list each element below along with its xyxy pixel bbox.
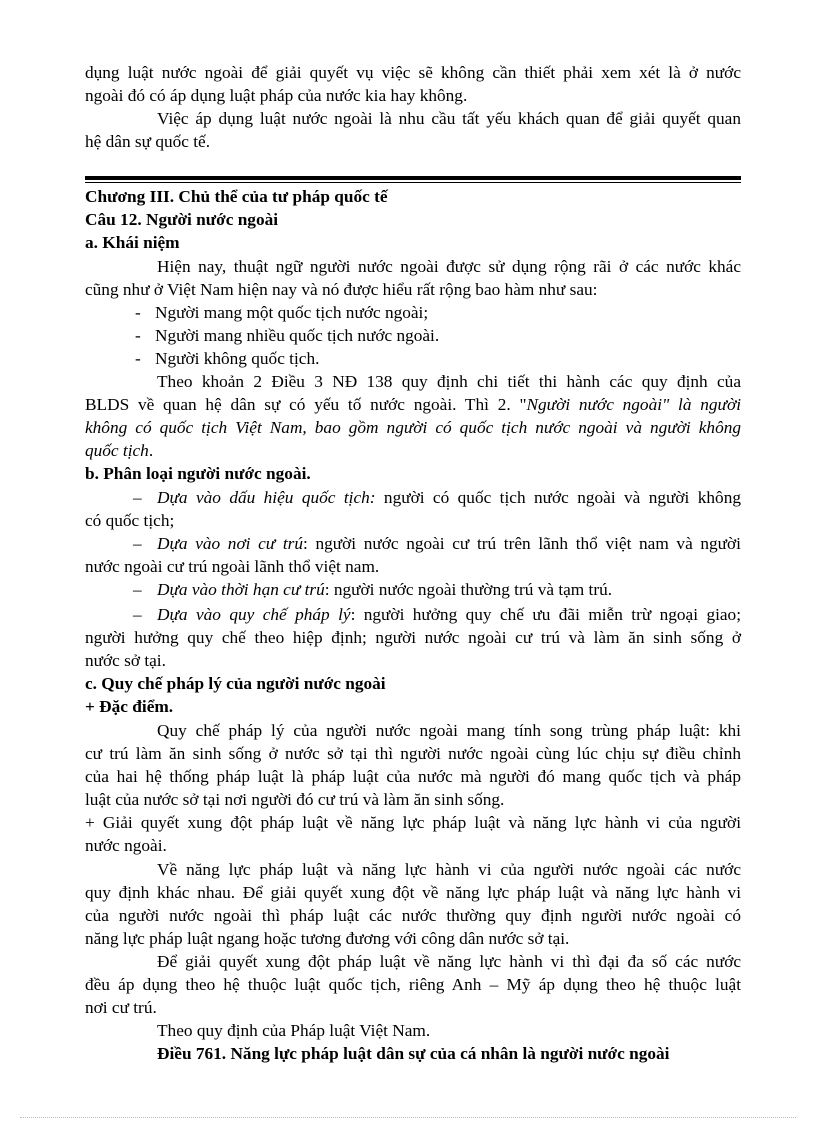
class-item-4-cont-1: người hưởng quy chế theo hiệp định; người nước ngoài cư trú và làm ăn sinh sống ở	[85, 628, 741, 647]
section-b-heading: b. Phân loại người nước ngoài.	[85, 464, 311, 483]
class-item-4-cont-2: nước sở tại.	[85, 651, 166, 670]
intro-line-1: dụng luật nước ngoài để giải quyết vụ việc sẽ không cần thiết phải xem xét là ở nước	[85, 63, 741, 82]
dash-marker: –	[133, 488, 142, 507]
class-item-4	[157, 604, 741, 626]
concept-line-1: Hiện nay, thuật ngữ người nước ngoài được sử dụng rộng rãi ở các nước khác	[157, 257, 741, 276]
decree-text: BLDS về quan hệ dân sự có yếu tố nước ngoài. Thì 2. "	[85, 395, 527, 414]
bullet-item: Người mang một quốc tịch nước ngoài;	[155, 303, 429, 322]
bullet-marker: -	[135, 349, 141, 368]
chapter-title: Chương III. Chủ thể của tư pháp quốc tế	[85, 187, 388, 206]
capacity-line-4: năng lực pháp luật ngang hoặc tương đương với công dân nước sở tại.	[85, 929, 570, 948]
class-item-2-cont: nước ngoài cư trú ngoài lãnh thổ việt nam.	[85, 557, 380, 576]
class-item-3	[157, 579, 741, 601]
chapter-divider-thick	[85, 176, 741, 180]
features-heading: + Đặc điểm.	[85, 697, 174, 716]
capacity-line-3: của người nước ngoài thì pháp luật các nước thường quy định người nước ngoài có	[85, 906, 741, 925]
chapter-divider-thin	[85, 182, 741, 183]
class-item-3-label: Dựa vào thời hạn cư trú	[157, 580, 325, 599]
section-a-heading: a. Khái niệm	[85, 233, 180, 252]
concept-line-2: cũng như ở Việt Nam hiện nay và nó được hiểu rất rộng bao hàm như sau:	[85, 280, 598, 299]
definition-period: .	[148, 441, 154, 460]
class-item-4-text: : người hưởng quy chế ưu đãi miễn trừ ngoại giao;	[350, 605, 741, 624]
features-line-2: cư trú làm ăn sinh sống ở nước sở tại thì người nước ngoài cùng lúc chịu sự điều chỉnh	[85, 744, 741, 763]
bullet-marker: -	[135, 303, 141, 322]
class-item-4-label: Dựa vào quy chế pháp lý	[157, 605, 351, 624]
dash-marker: –	[133, 534, 142, 553]
definition-quote: Người nước ngoài" là người	[526, 395, 742, 414]
intro-line-2: ngoài đó có áp dụng luật pháp của nước kia hay không.	[85, 86, 468, 105]
conflict-line-1: + Giải quyết xung đột pháp luật về năng lực pháp luật và năng lực hành vi của người	[85, 813, 741, 832]
section-c-heading: c. Quy chế pháp lý của người nước ngoài	[85, 674, 386, 693]
article-761-heading: Điều 761. Năng lực pháp luật dân sự của cá nhân là người nước ngoài	[157, 1044, 670, 1063]
vietnam-law-line: Theo quy định của Pháp luật Việt Nam.	[157, 1021, 431, 1040]
class-item-1-label: Dựa vào dấu hiệu quốc tịch:	[157, 488, 376, 507]
class-item-2-text: : người nước ngoài cư trú trên lãnh thổ việt nam và người	[303, 534, 741, 553]
class-item-2-label: Dựa vào nơi cư trú	[157, 534, 304, 553]
bullet-item: Người mang nhiều quốc tịch nước ngoài.	[155, 326, 440, 345]
question-heading: Câu 12. Người nước ngoài	[85, 210, 279, 229]
features-line-4: luật của nước sở tại nơi người đó cư trú và làm ăn sinh sống.	[85, 790, 505, 809]
class-item-1	[157, 487, 741, 509]
conflict-line-2: nước ngoài.	[85, 836, 167, 855]
capacity-line-1: Về năng lực pháp luật và năng lực hành vi của người nước ngoài các nước	[157, 860, 741, 879]
nationality-line-2: đều áp dụng theo hệ thuộc luật quốc tịch, riêng Anh – Mỹ áp dụng theo hệ thuộc luật	[85, 975, 741, 994]
features-line-3: của hai hệ thống pháp luật là pháp luật của nước mà người đó mang quốc tịch và pháp	[85, 767, 741, 786]
bullet-item: Người không quốc tịch.	[155, 349, 320, 368]
features-line-1: Quy chế pháp lý của người nước ngoài mang tính song trùng pháp luật: khi	[157, 721, 741, 740]
class-item-3-text: : người nước ngoài thường trú và tạm trú.	[324, 580, 613, 599]
bullet-marker: -	[135, 326, 141, 345]
class-item-2	[157, 533, 741, 555]
definition-line-3: không có quốc tịch Việt Nam, bao gồm người có quốc tịch nước ngoài và người không	[85, 418, 741, 437]
dash-marker: –	[133, 605, 142, 624]
definition-end: quốc tịch	[85, 441, 149, 460]
page-bottom-border	[20, 1117, 796, 1118]
class-item-1-cont: có quốc tịch;	[85, 511, 175, 530]
capacity-line-2: quy định khác nhau. Để giải quyết xung đột về năng lực pháp luật và năng lực hành vi	[85, 883, 741, 902]
class-item-1-text: người có quốc tịch nước ngoài và người không	[375, 488, 741, 507]
nationality-line-3: nơi cư trú.	[85, 998, 157, 1017]
intro-line-4: hệ dân sự quốc tế.	[85, 132, 211, 151]
nationality-line-1: Để giải quyết xung đột pháp luật về năng lực hành vi thì đại đa số các nước	[157, 952, 741, 971]
definition-line-4	[85, 440, 741, 462]
decree-line-1: Theo khoản 2 Điều 3 NĐ 138 quy định chi tiết thi hành các quy định của	[157, 372, 741, 391]
dash-marker: –	[133, 580, 142, 599]
intro-line-3: Việc áp dụng luật nước ngoài là nhu cầu tất yếu khách quan để giải quyết quan	[157, 109, 741, 128]
decree-line-2	[85, 394, 741, 416]
